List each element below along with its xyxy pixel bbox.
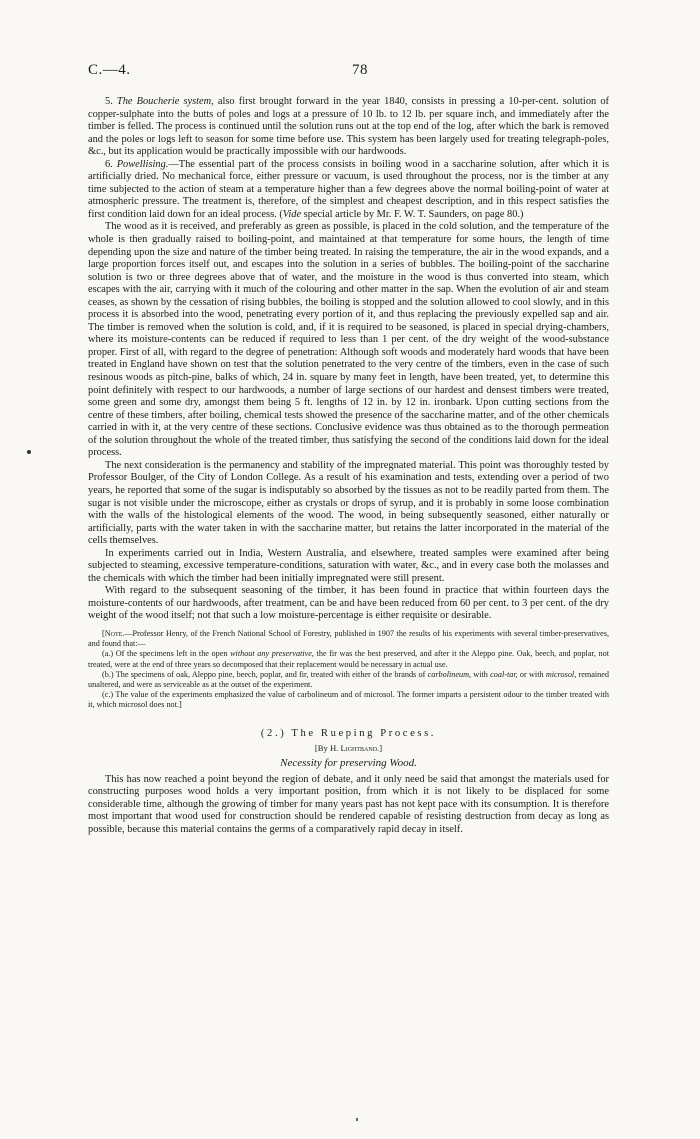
note-item-c bbox=[88, 690, 609, 710]
paragraph-text: also first brought forward in the year 1840, consists in pressing a 10-per-cent. solution of copper-sulphate into the butts of poles and logs at a pressure of 10 lb. to 12 lb. per square inch, and immediately after the timber is felled. The process is continued until the solution runs out at the top end of the log, after which the bark is removed and the poles or logs left to season for some time before use. This system has been largely used for treating telegraph-poles, &c., but its application would be practically impossible with our hardwoods. bbox=[88, 96, 609, 158]
byline-prefix: [By H. bbox=[314, 742, 341, 753]
margin-speck bbox=[27, 450, 31, 454]
note-intro-text: —Professor Henry, of the French National School of Forestry, published in 1907 the results of his experiments with several timber-preservatives, and found that:— bbox=[88, 628, 609, 649]
bottom-mark bbox=[356, 1118, 358, 1121]
note-item-text: with bbox=[471, 669, 491, 679]
paragraph-experiments: In experiments carried out in India, Western Australia, and elsewhere, treated samples were examined after being subjected to steaming, excessive temperature-conditions, saturation with water, &c., and in every case both the molasses and the chemicals with which the timber had been initially impregnated were still present. bbox=[88, 547, 609, 584]
note-item-emphasis: without any preservative, bbox=[230, 649, 314, 659]
note-item-emphasis: carbolineum, bbox=[427, 669, 472, 679]
item-number: 6. bbox=[105, 158, 113, 170]
note-item-text: Of the specimens left in the open bbox=[115, 649, 231, 659]
item-number: 5. bbox=[105, 96, 113, 107]
note-intro: [Note.—Professor Henry, of the French National School of Forestry, published in 1907 the results of his experiments with several timber-preservatives, and found that:— bbox=[88, 628, 609, 649]
note-label: Note. bbox=[104, 628, 125, 638]
byline-suffix: ] bbox=[379, 742, 383, 753]
paragraph-powellising bbox=[88, 159, 609, 222]
page-body bbox=[88, 96, 609, 836]
note-item-key: (a.) bbox=[102, 649, 114, 659]
note-item-text: The value of the experiments emphasized the value of carbolineum and of microsol. The former imparts a persistent odour to the timber treated with it, which microsol does not.] bbox=[88, 690, 609, 710]
note-item-a bbox=[88, 649, 609, 669]
paragraph-text: special article by Mr. F. W. T. Saunders, on page 80.) bbox=[301, 208, 524, 220]
note-item-text: or with bbox=[517, 669, 546, 679]
paragraph-wood-treatment: The wood as it is received, and preferably as green as possible, is placed in the cold solution, and the temperature of the whole is then gradually raised to boiling-point, and maintained at that temperature for some hours, the length of time depending upon the size and nature of the timber being treated. In raising the temperature, the air in the wood expands, and a large proportion forces itself out, and escapes into the solution in a series of bubbles. The boiling-point of the saccharine solution is two or three degrees above that of water, and the moisture in the wood is thus converted into steam, which escapes with the air, carrying with it much of the colouring and other matter in the sap. When the evolution of air and steam ceases, as shown by the cessation of rising bubbles, the boiling is stopped and the solution allowed to cool slowly, and in this process it is absorbed into the wood, penetrating every portion of it, and thus replacing the previously expelled sap and air. The timber is removed when the solution is cold, and, if it is required to be seasoned, is placed in special drying-chambers, where its moisture-contents can be reduced if required to less than 1 per cent. of the dry weight of the wood-substance proper. First of all, with regard to the degree of penetration: Although soft woods and moderately hard woods that have been treated in England have shown on test that the solution penetrated to the very centre of the timbers, even in the case of such resinous woods as pitch-pine, balks of which, 24 in. square by many feet in length, have been treated, yet, to determine this point definitely with respect to our hardwoods, a number of large sections of our hardest and densest timbers were treated, some green and some dry, amongst them being 5 ft. lengths of 12 in. by 12 in. ironbark. Upon cutting sections from the centre of these timbers, after boiling, chemical tests showed the presence of the saccharine matter, and of the other chemicals carried in with it, at the very centre of these sections. Conclusive evidence was thus obtained as to the thorough permeation of the solution throughout the whole of the treated timber, thus satisfying the second of the conditions laid down for the ideal process. bbox=[88, 221, 609, 459]
note-item-emphasis: coal-tar, bbox=[490, 669, 518, 679]
section-subtitle: Necessity for preserving Wood. bbox=[280, 756, 417, 769]
note-item-text: the fir was the best preserved, and after it the Aleppo pine. Oak, beech, and poplar, not treated, were at the end of three years so decomposed that their replacement would be necessary in actual use. bbox=[88, 649, 609, 669]
page-number: 78 bbox=[352, 62, 368, 78]
paragraph-seasoning: With regard to the subsequent seasoning of the timber, it has been found in practice that within fourteen days the moisture-contents of our hardwoods, after treatment, can be and have been reduced from 60 per cent. to 3 per cent. of the dry weight of the wood itself; not that such a low moisture-percentage is either requisite or desirable. bbox=[88, 585, 609, 622]
footnote-block bbox=[88, 629, 609, 711]
item-heading: Powellising. bbox=[116, 158, 169, 170]
note-item-text: The specimens of oak, Aleppo pine, beech, poplar, and fir, treated with either of the brands of bbox=[115, 669, 428, 679]
note-item-text: remained unaltered, and were as serviceable as at the outset of the experiment. bbox=[88, 669, 609, 689]
byline-author: Lightband. bbox=[340, 742, 380, 753]
paragraph-boucherie bbox=[88, 96, 609, 159]
document-reference: C.—4. bbox=[88, 62, 131, 78]
section-title: (2.) The Rueping Process. bbox=[260, 727, 437, 739]
note-item-emphasis: microsol, bbox=[545, 669, 577, 679]
vide-reference: Vide bbox=[282, 208, 302, 220]
note-item-key: (b.) bbox=[102, 669, 114, 679]
item-heading: The Boucherie system, bbox=[116, 96, 214, 107]
note-item-key: (c.) bbox=[102, 690, 114, 700]
section-body: This has now reached a point beyond the region of debate, and it only need be said that amongst the materials used for constructing purposes wood holds a very important position, from which it is not likely to be displaced for some considerable time, although the growing of timber for many years past has not kept pace with its consumption. It is therefore most important that wood used for construction should be rendered capable of resisting destruction from decay as long as possible, because this material contains the germs of a comparatively rapid decay in itself. bbox=[88, 773, 609, 835]
paragraph-permanency: The next consideration is the permanency and stability of the impregnated material. This point was thoroughly tested by Professor Boulger, of the City of London College. As a result of his examination and tests, extending over a period of two years, he reported that some of the sugar is indisputably so absorbed by the tissues as not to be readily parted from them. The sugar is not visible under the microscope, either as crystals or drops of syrup, and it is probably in some loose combination with the walls of the histological elements of the wood. The wood, in being subsequently seasoned, either naturally or artificially, parts with the water taken in with the saccharine matter, but retains the latter incorporated in the material of the cells themselves. bbox=[88, 459, 609, 547]
note-item-b bbox=[88, 670, 609, 690]
section-byline bbox=[88, 742, 609, 754]
paragraph-text: —The essential part of the process consists in boiling wood in a saccharine solution, after which it is artificially dried. No mechanical force, either pressure or vacuum, is used throughout the process, nor is the timber at any time subjected to the action of steam at a temperature higher than a few degrees above the normal boiling-point of water at atmospheric pressure. The treatment is, therefore, of the simplest and cheapest description, and in this respect satisfies the first condition laid down for an ideal process. ( bbox=[88, 158, 609, 220]
